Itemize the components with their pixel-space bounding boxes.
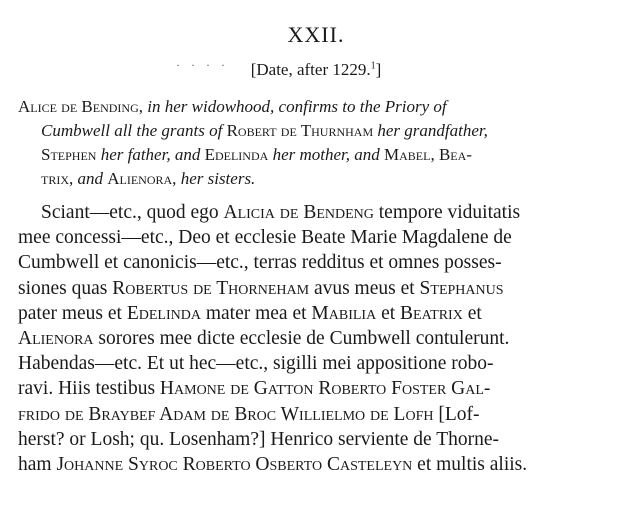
person-name: trix, bbox=[41, 169, 74, 188]
charter-line bbox=[18, 301, 622, 326]
latin-text: tempore viduitatis bbox=[373, 202, 521, 223]
charter-line bbox=[18, 452, 622, 477]
person-name: Alienora bbox=[18, 328, 94, 350]
person-name: Edelinda bbox=[126, 302, 201, 324]
charter-summary bbox=[18, 95, 622, 191]
charter-line bbox=[18, 200, 622, 225]
footnote-marker: 1 bbox=[370, 60, 376, 72]
charter-line: mee concessi—etc., Deo et ecclesie Beate Marie Magdalene de bbox=[18, 227, 512, 249]
charter-line bbox=[18, 276, 622, 301]
summary-text: her father, and bbox=[96, 145, 205, 164]
person-name: Edelinda bbox=[204, 145, 269, 164]
date-line bbox=[0, 60, 632, 80]
summary-text: her mother, and bbox=[268, 145, 385, 164]
latin-text: mater mea et bbox=[200, 302, 312, 324]
summary-line bbox=[18, 143, 622, 167]
latin-text: sorores mee dicte ecclesie de Cumbwell contulerunt. bbox=[93, 328, 510, 350]
latin-text: siones quas bbox=[18, 277, 113, 299]
charter-text bbox=[18, 200, 622, 477]
summary-text: Cumbwell all the grants of bbox=[41, 121, 227, 140]
person-name: Alicia de Bendeng bbox=[223, 202, 374, 223]
latin-text: avus meus et bbox=[309, 277, 420, 299]
latin-text: Sciant—etc., quod ego bbox=[41, 202, 224, 223]
latin-text: ravi. Hiis testibus bbox=[18, 378, 160, 400]
person-name: Stephanus bbox=[419, 277, 504, 299]
charter-line bbox=[18, 326, 622, 351]
summary-text: in her widowhood, confirms to the Priory of bbox=[143, 97, 447, 116]
summary-text: and bbox=[73, 169, 108, 188]
charter-line bbox=[18, 376, 622, 401]
summary-line bbox=[18, 119, 622, 143]
person-name: Robert de Thurnham bbox=[226, 121, 374, 140]
charter-line: Habendas—etc. Et ut hec—etc., sigilli mei appositione robo- bbox=[18, 353, 494, 375]
person-name: Stephen bbox=[41, 145, 97, 164]
date-label: [Date, after 1229. bbox=[250, 60, 371, 79]
charter-line bbox=[18, 402, 622, 427]
witness-names: frido de Braybef Adam de Broc Willielmo de Lofh bbox=[18, 403, 434, 425]
decorative-dots: · · · · bbox=[176, 58, 229, 72]
latin-text: [Lof- bbox=[433, 403, 480, 425]
summary-text: her sisters. bbox=[176, 169, 256, 188]
person-name: Alice de Bending, bbox=[18, 97, 144, 116]
latin-text: ham bbox=[18, 454, 57, 476]
witness-names: Hamone de Gatton Roberto Foster Gal- bbox=[159, 378, 491, 400]
summary-line bbox=[18, 167, 622, 191]
person-name: Mabel, Bea- bbox=[384, 145, 472, 164]
latin-text: et bbox=[376, 302, 401, 324]
person-name: Beatrix bbox=[400, 302, 463, 324]
charter-line: Cumbwell et canonicis—etc., terras redditus et omnes posses- bbox=[18, 252, 502, 274]
latin-text: et multis aliis. bbox=[412, 454, 528, 476]
latin-text: pater meus et bbox=[18, 302, 127, 324]
person-name: Robertus de Thorneham bbox=[112, 277, 310, 299]
person-name: Mabilia bbox=[311, 302, 377, 324]
summary-line bbox=[18, 95, 622, 119]
person-name: Alienora, bbox=[107, 169, 177, 188]
charter-number-heading: XXII. bbox=[287, 22, 345, 47]
date-close-bracket: ] bbox=[375, 60, 382, 79]
latin-text: et bbox=[462, 302, 482, 324]
summary-text: her grandfather, bbox=[373, 121, 488, 140]
charter-line: herst? or Losh; qu. Losenham?] Henrico serviente de Thorne- bbox=[18, 428, 500, 450]
witness-names: Johanne Syroc Roberto Osberto Casteleyn bbox=[56, 454, 413, 476]
